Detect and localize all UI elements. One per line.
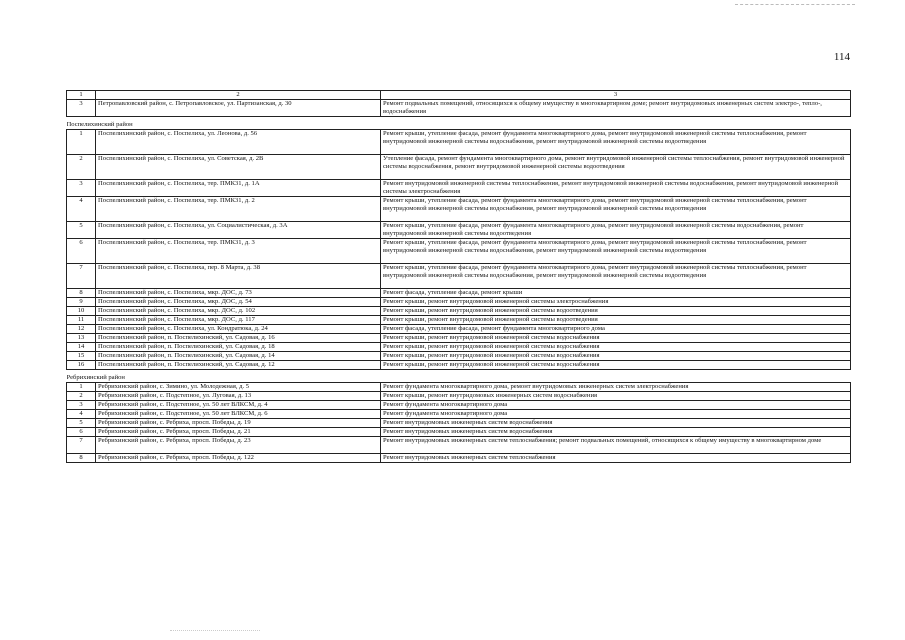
row-work: Ремонт внутридомовых инженерных систем водоснабжения: [381, 428, 851, 437]
row-number: 14: [67, 343, 96, 352]
row-work: Ремонт фундамента многоквартирного дома: [381, 401, 851, 410]
row-address: Поспелихинский район, п. Поспелихинский, ул. Садовая, д. 18: [96, 343, 381, 352]
table-row: [67, 197, 851, 222]
row-work: Ремонт крыши, утепление фасада, ремонт фундамента многоквартирного дома, ремонт внутридомовой инженерной системы теплоснабжения, ремонт внутридомовой инженерной системы водоснабжения, ремонт внутридомовой инженерной системы водоотведения: [381, 264, 851, 289]
row-work: Ремонт внутридомовых инженерных систем водоснабжения: [381, 419, 851, 428]
row-work: Ремонт подвальных помещений, относящихся к общему имуществу в многоквартирном доме; ремонт внутридомовых инженерных систем электро-, тепло-, водоснабжения: [381, 100, 851, 117]
table-row: [67, 307, 851, 316]
table-row: [67, 289, 851, 298]
table-row: [67, 392, 851, 401]
row-address: Поспелихинский район, с. Поспелиха, мкр. ДОС, д. 54: [96, 298, 381, 307]
row-address: Ребрихинский район, с. Ребриха, просп. Победы, д. 21: [96, 428, 381, 437]
row-address: Поспелихинский район, с. Поспелиха, ул. Советская, д. 2В: [96, 155, 381, 180]
table-row: [67, 130, 851, 155]
row-work: Ремонт крыши, ремонт внутридомовой инженерной системы водоснабжения: [381, 361, 851, 370]
section-row: [67, 370, 851, 383]
row-address: Ребрихинский район, с. Подстепное, ул. Луговая, д. 13: [96, 392, 381, 401]
row-number: 12: [67, 325, 96, 334]
table-row: [67, 352, 851, 361]
row-work: Ремонт крыши, утепление фасада, ремонт фундамента многоквартирного дома, ремонт внутридомовой инженерной системы теплоснабжения, ремонт внутридомовой инженерной системы водоснабжения, ремонт внутридомовой инженерной системы водоотведения: [381, 130, 851, 155]
row-work: Ремонт крыши, утепление фасада, ремонт фундамента многоквартирного дома, ремонт внутридомовой инженерной системы теплоснабжения, ремонт внутридомовой инженерной системы водоснабжения, ремонт внутридомовой инженерной системы водоотведения: [381, 197, 851, 222]
row-number: 6: [67, 239, 96, 264]
scan-artifact-bottom: [170, 630, 260, 633]
row-number: 3: [67, 401, 96, 410]
table-row: [67, 419, 851, 428]
row-address: Ребрихинский район, с. Подстепное, ул. 50 лет ВЛКСМ, д. 6: [96, 410, 381, 419]
row-work: Ремонт крыши, ремонт внутридомовой инженерной системы водоотведения: [381, 316, 851, 325]
table-row: [67, 325, 851, 334]
header-col-3: 3: [381, 91, 851, 100]
row-address: Поспелихинский район, с. Поспелиха, тер. ПМК31, д. 2: [96, 197, 381, 222]
header-col-2: 2: [96, 91, 381, 100]
row-number: 7: [67, 437, 96, 454]
section-title: Ребрихинский район: [67, 370, 851, 383]
header-col-1: 1: [67, 91, 96, 100]
row-address: Поспелихинский район, с. Поспелиха, тер. ПМК31, д. 3: [96, 239, 381, 264]
row-number: 1: [67, 130, 96, 155]
table-row: [67, 343, 851, 352]
row-address: Поспелихинский район, с. Поспелиха, пер. 8 Марта, д. 38: [96, 264, 381, 289]
row-number: 3: [67, 100, 96, 117]
row-number: 4: [67, 410, 96, 419]
table-row: [67, 428, 851, 437]
row-work: Ремонт крыши, ремонт внутридомовой инженерной системы водоснабжения: [381, 352, 851, 361]
row-number: 5: [67, 222, 96, 239]
row-number: 9: [67, 298, 96, 307]
table-row: [67, 401, 851, 410]
row-address: Поспелихинский район, с. Поспелиха, мкр. ДОС, д. 117: [96, 316, 381, 325]
table-header-row: [67, 91, 851, 100]
row-address: Ребрихинский район, с. Ребриха, просп. Победы, д. 19: [96, 419, 381, 428]
table-row: [67, 180, 851, 197]
row-address: Поспелихинский район, с. Поспелиха, ул. Кондратюка, д. 24: [96, 325, 381, 334]
row-work: Ремонт крыши, утепление фасада, ремонт фундамента многоквартирного дома, ремонт внутридомовой инженерной системы теплоснабжения, ремонт внутридомовой инженерной системы водоснабжения, ремонт внутридомовой инженерной системы водоотведения: [381, 239, 851, 264]
row-address: Поспелихинский район, с. Поспелиха, тер. ПМК31, д. 1А: [96, 180, 381, 197]
row-number: 11: [67, 316, 96, 325]
row-address: Поспелихинский район, с. Поспелиха, ул. Леонова, д. 56: [96, 130, 381, 155]
section-row: [67, 117, 851, 130]
row-number: 2: [67, 392, 96, 401]
row-address: Ребрихинский район, с. Ребриха, просп. Победы, д. 23: [96, 437, 381, 454]
scan-artifact-top: [735, 4, 855, 7]
row-number: 5: [67, 419, 96, 428]
table-row: [67, 361, 851, 370]
row-address: Петропавловский район, с. Петропавловское, ул. Партизанская, д. 30: [96, 100, 381, 117]
table-row: [67, 437, 851, 454]
row-number: 3: [67, 180, 96, 197]
row-work: Ремонт фундамента многоквартирного дома, ремонт внутридомовых инженерных систем электроснабжения: [381, 383, 851, 392]
row-address: Ребрихинский район, с. Зимино, ул. Молодежная, д. 5: [96, 383, 381, 392]
row-number: 6: [67, 428, 96, 437]
row-address: Поспелихинский район, с. Поспелиха, мкр. ДОС, д. 102: [96, 307, 381, 316]
repair-program-table: [66, 90, 851, 463]
row-work: Ремонт крыши, ремонт внутридомовых инженерных систем водоснабжения: [381, 392, 851, 401]
table-row: [67, 298, 851, 307]
row-work: Ремонт фундамента многоквартирного дома: [381, 410, 851, 419]
row-work: Ремонт крыши, утепление фасада, ремонт фундамента многоквартирного дома, ремонт внутридомовой инженерной системы водоснабжения, ремонт внутридомовой инженерной системы водоотведения: [381, 222, 851, 239]
table-row: [67, 239, 851, 264]
row-work: Ремонт крыши, ремонт внутридомовой инженерной системы водоотведения: [381, 307, 851, 316]
row-address: Поспелихинский район, п. Поспелихинский, ул. Садовая, д. 14: [96, 352, 381, 361]
table-row: [67, 454, 851, 463]
row-work: Утепление фасада, ремонт фундамента многоквартирного дома, ремонт внутридомовой инженерной системы теплоснабжения, ремонт внутридомовой инженерной системы водоснабжения, ремонт внутридомовой инженерной системы водоотведения: [381, 155, 851, 180]
row-work: Ремонт фасада, утепление фасада, ремонт крыши: [381, 289, 851, 298]
table-row: [67, 316, 851, 325]
row-number: 16: [67, 361, 96, 370]
row-work: Ремонт внутридомовых инженерных систем теплоснабжения: [381, 454, 851, 463]
row-work: Ремонт внутридомовых инженерных систем теплоснабжения; ремонт подвальных помещений, относящихся к общему имуществу в многоквартирном доме: [381, 437, 851, 454]
row-number: 7: [67, 264, 96, 289]
row-number: 13: [67, 334, 96, 343]
row-number: 8: [67, 454, 96, 463]
section-title: Поспелихинский район: [67, 117, 851, 130]
row-number: 8: [67, 289, 96, 298]
row-work: Ремонт фасада, утепление фасада, ремонт фундамента многоквартирного дома: [381, 325, 851, 334]
page-number: 114: [833, 51, 850, 63]
row-address: Ребрихинский район, с. Ребриха, просп. Победы, д. 122: [96, 454, 381, 463]
row-address: Поспелихинский район, с. Поспелиха, ул. Социалистическая, д. 3А: [96, 222, 381, 239]
row-number: 2: [67, 155, 96, 180]
table-row: [67, 264, 851, 289]
row-number: 4: [67, 197, 96, 222]
table-row: [67, 222, 851, 239]
table-row: [67, 410, 851, 419]
row-work: Ремонт крыши, ремонт внутридомовой инженерной системы водоснабжения: [381, 343, 851, 352]
row-number: 10: [67, 307, 96, 316]
table-row: [67, 100, 851, 117]
row-address: Ребрихинский район, с. Подстепное, ул. 50 лет ВЛКСМ, д. 4: [96, 401, 381, 410]
row-address: Поспелихинский район, п. Поспелихинский, ул. Садовая, д. 16: [96, 334, 381, 343]
table-row: [67, 383, 851, 392]
row-address: Поспелихинский район, п. Поспелихинский, ул. Садовая, д. 12: [96, 361, 381, 370]
row-work: Ремонт крыши, ремонт внутридомовой инженерной системы водоснабжения: [381, 334, 851, 343]
row-address: Поспелихинский район, с. Поспелиха, мкр. ДОС, д. 73: [96, 289, 381, 298]
table-row: [67, 155, 851, 180]
row-number: 1: [67, 383, 96, 392]
table-row: [67, 334, 851, 343]
row-work: Ремонт крыши, ремонт внутридомовой инженерной системы электроснабжения: [381, 298, 851, 307]
row-work: Ремонт внутридомовой инженерной системы теплоснабжения, ремонт внутридомовой инженерной системы водоснабжения, ремонт внутридомовой инженерной системы электроснабжения: [381, 180, 851, 197]
row-number: 15: [67, 352, 96, 361]
